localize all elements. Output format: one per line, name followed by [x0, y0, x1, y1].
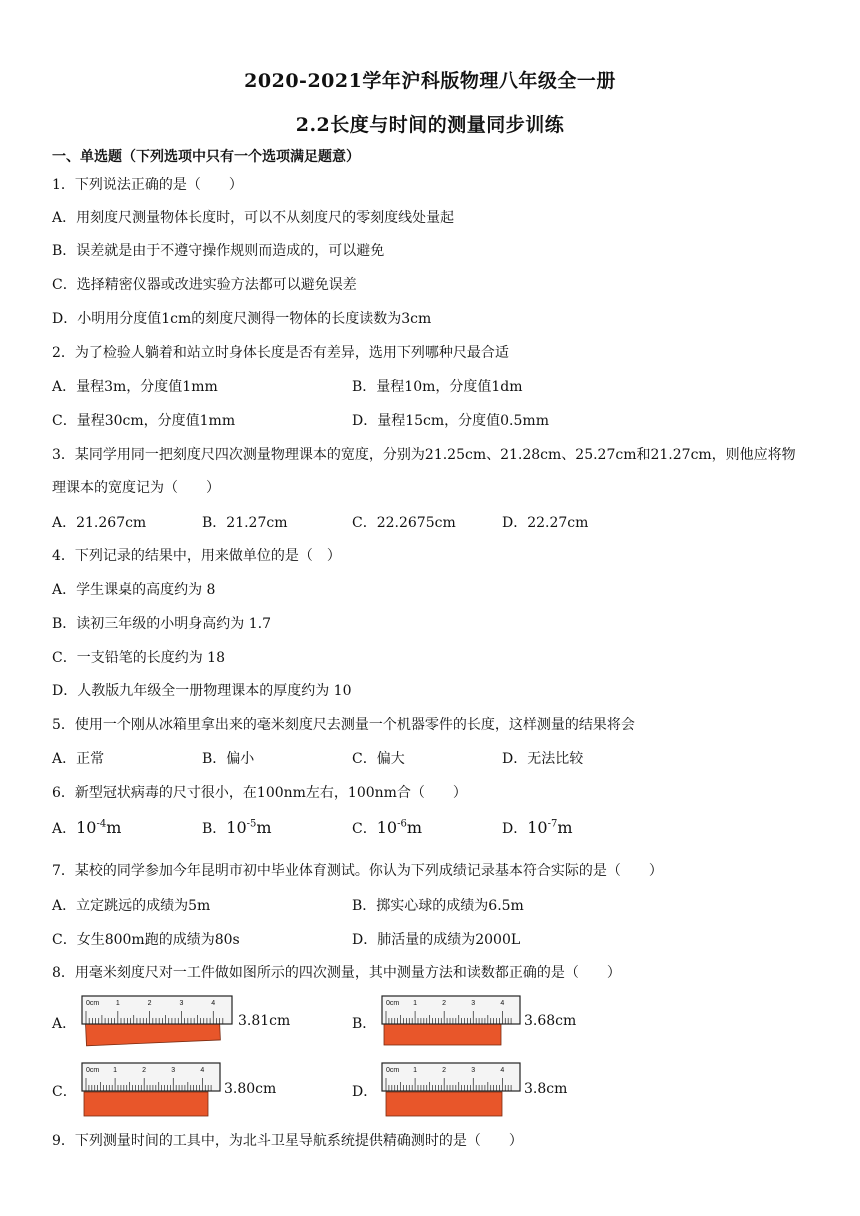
question-2-option-d: D．量程15cm，分度值0.5mm [352, 413, 549, 429]
ruler-label: 2 [442, 1000, 447, 1007]
ruler-label: 3 [171, 1067, 176, 1074]
question-8-option-a-letter: A． [52, 1016, 77, 1032]
page-subtitle: 2.2长度与时间的测量同步训练 [295, 114, 565, 136]
option-unit: m [557, 818, 573, 837]
ruler-figure-a [80, 995, 236, 1047]
ruler-label: 3 [471, 1067, 476, 1074]
question-1-option-b: B．误差就是由于不遵守操作规则而造成的，可以避免 [52, 243, 385, 259]
ruler-figure-d [380, 1062, 524, 1118]
question-8-option-d-letter: D． [352, 1084, 378, 1100]
ruler-label: 0cm [386, 1000, 400, 1007]
question-7-option-a: A．立定跳远的成绩为5m [52, 898, 211, 914]
option-letter: B． [202, 821, 227, 837]
ruler-label: 4 [211, 1000, 216, 1007]
question-8-reading-a: 3.81cm [238, 1013, 291, 1029]
ruler-label: 2 [142, 1067, 147, 1074]
question-3-option-a: A．21.267cm [52, 515, 147, 531]
option-base: 10 [376, 818, 398, 837]
question-7-option-d: D．肺活量的成绩为2000L [352, 932, 521, 948]
question-6-stem: 6．新型冠状病毒的尺寸很小，在100nm左右，100nm合（ ） [52, 785, 467, 801]
option-letter: D． [502, 821, 528, 837]
question-2-option-b: B．量程10m，分度值1dm [352, 379, 523, 395]
question-6-option-b [202, 818, 272, 838]
question-7-option-b: B．掷实心球的成绩为6.5m [352, 898, 524, 914]
question-8-reading-d: 3.8cm [524, 1081, 568, 1097]
question-2-stem: 2．为了检验人躺着和站立时身体长度是否有差异，选用下列哪种尺最合适 [52, 345, 509, 361]
question-6-option-c [352, 818, 422, 838]
question-5-option-b: B．偏小 [202, 751, 255, 767]
question-3-option-b: B．21.27cm [202, 515, 288, 531]
question-5-option-a: A．正常 [52, 751, 105, 767]
question-8-reading-b: 3.68cm [524, 1013, 577, 1029]
question-3-option-c: C．22.2675cm [352, 515, 456, 531]
question-9-stem: 9．下列测量时间的工具中，为北斗卫星导航系统提供精确测时的是（ ） [52, 1133, 523, 1149]
question-2-option-c: C．量程30cm，分度值1mm [52, 413, 236, 429]
ruler-label: 2 [147, 1000, 152, 1007]
option-letter: C． [352, 821, 377, 837]
question-8-stem: 8．用毫米刻度尺对一工件做如图所示的四次测量，其中测量方法和读数都正确的是（ ） [52, 965, 621, 981]
question-4-option-b: B．读初三年级的小明身高约为 1.7 [52, 616, 272, 632]
question-5-option-c: C．偏大 [352, 751, 405, 767]
question-4-stem: 4．下列记录的结果中，用来做单位的是（ ） [52, 548, 341, 564]
option-base: 10 [76, 818, 97, 837]
question-8-reading-c: 3.80cm [224, 1081, 277, 1097]
ruler-label: 0cm [86, 1067, 100, 1074]
ruler-label: 1 [115, 1000, 120, 1007]
ruler-label: 1 [113, 1067, 117, 1074]
ruler-figure-b [380, 995, 524, 1049]
ruler-label: 3 [471, 1000, 476, 1007]
question-7-option-c: C．女生800m跑的成绩为80s [52, 932, 240, 948]
question-3-stem: 3．某同学用同一把刻度尺四次测量物理课本的宽度，分别为21.25cm、21.28cm、25.27cm和21.27cm，则他应将物 [52, 447, 796, 463]
option-exponent: -7 [547, 818, 558, 830]
question-4-option-c: C．一支铅笔的长度约为 18 [52, 650, 225, 666]
question-3-option-d: D．22.27cm [502, 515, 589, 531]
question-6-option-d [502, 818, 573, 838]
ruler-body [82, 996, 232, 1024]
option-unit: m [106, 818, 122, 837]
question-5-option-d: D．无法比较 [502, 751, 584, 767]
question-6-option-a [52, 818, 121, 838]
question-8-option-c-letter: C． [52, 1084, 77, 1100]
question-4-option-d: D．人教版九年级全一册物理课本的厚度约为 10 [52, 683, 352, 699]
option-unit: m [406, 818, 422, 837]
option-base: 10 [527, 818, 548, 837]
workpiece-block [84, 1092, 208, 1116]
ruler-label: 1 [413, 1067, 417, 1074]
question-1-stem: 1．下列说法正确的是（ ） [52, 177, 243, 193]
question-1-option-d: D．小明用分度值1cm的刻度尺测得一物体的长度读数为3cm [52, 311, 432, 327]
ruler-label: 3 [179, 1000, 184, 1007]
ruler-label: 4 [200, 1067, 205, 1074]
workpiece-block [386, 1092, 502, 1116]
page-title: 2020-2021学年沪科版物理八年级全一册 [244, 70, 616, 92]
ruler-label: 4 [500, 1000, 505, 1007]
section-heading: 一、单选题（下列选项中只有一个选项满足题意） [52, 149, 360, 165]
option-unit: m [256, 818, 272, 837]
ruler-label: 1 [413, 1000, 417, 1007]
question-2-option-a: A．量程3m，分度值1mm [52, 379, 218, 395]
question-5-stem: 5．使用一个刚从冰箱里拿出来的毫米刻度尺去测量一个机器零件的长度，这样测量的结果将会 [52, 717, 635, 733]
ruler-figure-c [80, 1062, 224, 1118]
option-base: 10 [226, 818, 247, 837]
option-exponent: -5 [246, 818, 257, 830]
question-4-option-a: A．学生课桌的高度约为 8 [52, 582, 216, 598]
question-8-option-b-letter: B． [352, 1016, 377, 1032]
workpiece-block [384, 1023, 501, 1045]
question-3-stem-cont: 理课本的宽度记为（ ） [52, 480, 220, 496]
question-1-option-a: A．用刻度尺测量物体长度时，可以不从刻度尺的零刻度线处量起 [52, 210, 455, 226]
option-letter: A． [52, 821, 77, 837]
ruler-label: 4 [500, 1067, 505, 1074]
question-7-stem: 7．某校的同学参加今年昆明市初中毕业体育测试。你认为下列成绩记录基本符合实际的是（ ） [52, 863, 663, 879]
ruler-label: 0cm [386, 1067, 400, 1074]
ruler-label: 2 [442, 1067, 447, 1074]
question-1-option-c: C．选择精密仪器或改进实验方法都可以避免误差 [52, 277, 357, 293]
ruler-label: 0cm [86, 1000, 100, 1007]
option-exponent: -4 [96, 818, 107, 830]
option-exponent: -6 [397, 818, 407, 830]
